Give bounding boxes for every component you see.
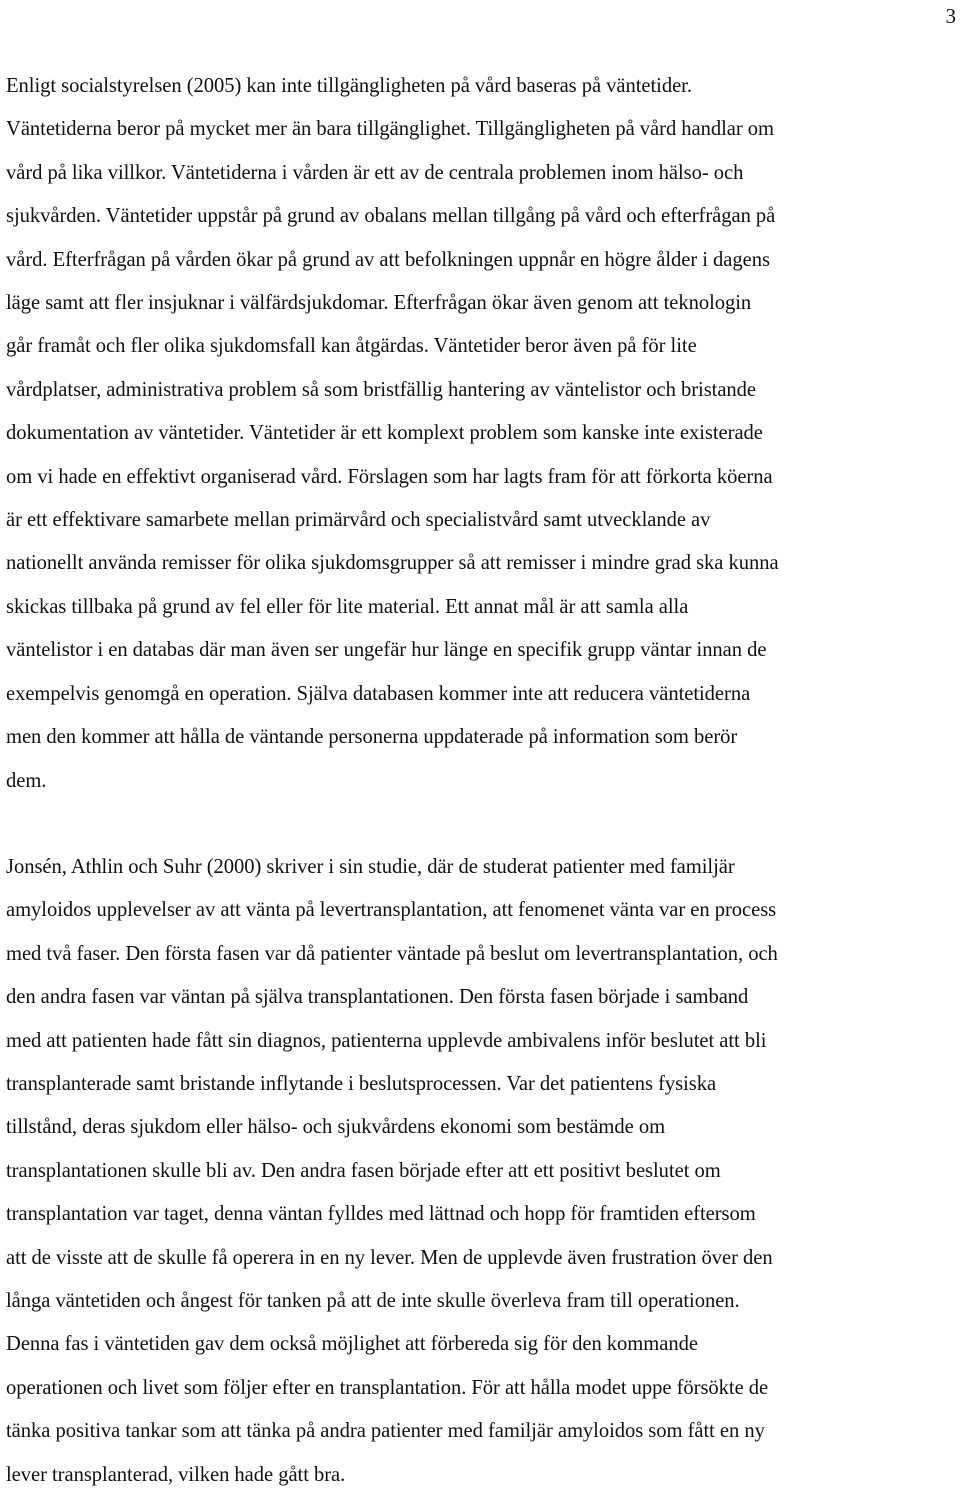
paragraph-liver-transplant-study: Jonsén, Athlin och Suhr (2000) skriver i sin studie, där de studerat patienter med familjär amyloidos upplevelser av att vänta på levertransplantation, att fenomenet vänta var en process med två faser. Den första fasen var då patienter väntade på beslut om levertransplantation, och den andra fasen var väntan på själva transplantationen. Den första fasen började i samband med att patienten hade fått sin diagnos, patienterna upplevde ambivalens inför beslutet att bli transplanterade samt bristande inflytande i beslutsprocessen. Var det patientens fysiska tillstånd, deras sjukdom eller hälso- och sjukvårdens ekonomi som bestämde om transplantationen skulle bli av. Den andra fasen började efter att ett positivt beslutet om transplantation var taget, denna väntan fylldes med lättnad och hopp för framtiden eftersom att de visste att de skulle få operera in en ny lever. Men de upplevde även frustration över den långa väntetiden och ångest för tanken på att de inte skulle överleva fram till operationen. Denna fas i väntetiden gav dem också möjlighet att förbereda sig för den kommande operationen och livet som följer efter en transplantation. För att hålla modet uppe försökte de tänka positiva tankar som att tänka på andra patienter med familjär amyloidos som fått en ny lever transplanterad, vilken hade gått bra. — [6, 855, 778, 1486]
document-body — [6, 65, 960, 1497]
page-number: 3 — [945, 4, 956, 28]
paragraph-waiting-times-accessibility: Enligt socialstyrelsen (2005) kan inte tillgängligheten på vård baseras på väntetider. Väntetiderna beror på mycket mer än bara tillgänglighet. Tillgängligheten på vård handlar om vård på lika villkor. Väntetiderna i vården är ett av de centrala problemen inom hälso- och sjukvården. Väntetider uppstår på grund av obalans mellan tillgång på vård och efterfrågan på vård. Efterfrågan på vården ökar på grund av att befolkningen uppnår en högre ålder i dagens läge samt att fler insjuknar i välfärdsjukdomar. Efterfrågan ökar även genom att teknologin går framåt och fler olika sjukdomsfall kan åtgärdas. Väntetider beror även på för lite vårdplatser, administrativa problem så som bristfällig hantering av väntelistor och bristande dokumentation av väntetider. Väntetider är ett komplext problem som kanske inte existerade om vi hade en effektivt organiserad vård. Förslagen som har lagts fram för att förkorta köerna är ett effektivare samarbete mellan primärvård och specialistvård samt utvecklande av nationellt använda remisser för olika sjukdomsgrupper så att remisser i mindre grad ska kunna skickas tillbaka på grund av fel eller för lite material. Ett annat mål är att samla alla väntelistor i en databas där man även ser ungefär hur länge en specifik grupp väntar innan de exempelvis genomgå en operation. Själva databasen kommer inte att reducera väntetiderna men den kommer att hålla de väntande personerna uppdaterade på information som berör dem. — [6, 75, 779, 792]
